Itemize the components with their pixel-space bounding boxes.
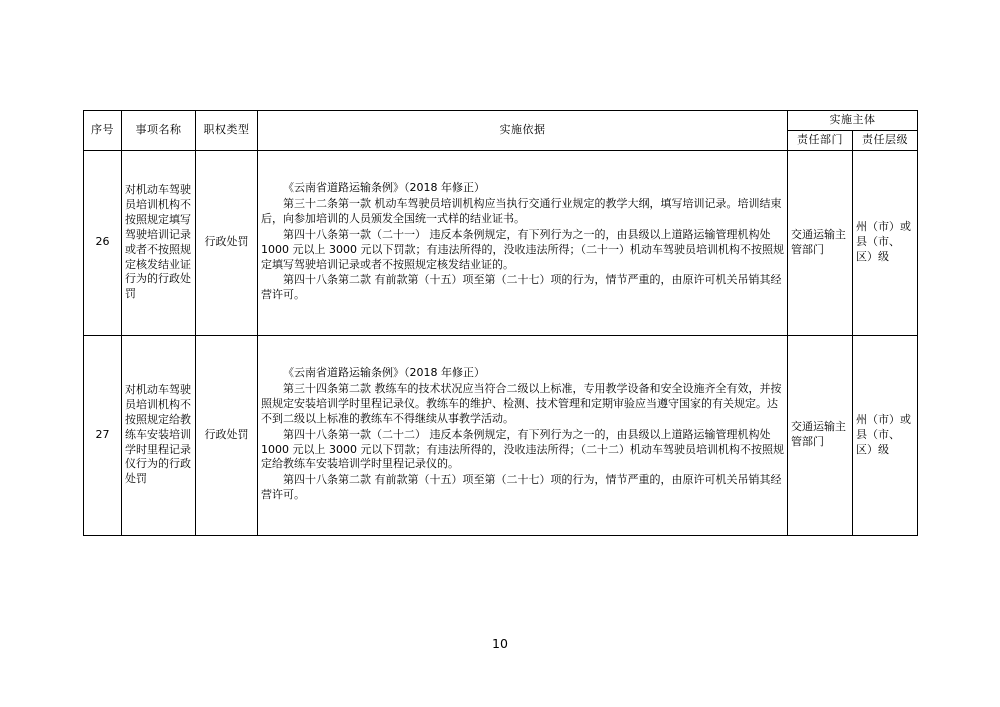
basis-line: 第三十四条第二款 教练车的技术状况应当符合二级以上标准，专用教学设备和安全设施齐全有效，并按照规定安装培训学时里程记录仪。教练车的维护、检测、技术管理和定期审验应当遵守国家的有关规定。达不到二级以上标准的教练车不得继续从事教学活动。: [261, 382, 782, 425]
basis-line: 第四十八条第二款 有前款第（十五）项至第（二十七）项的行为，情节严重的，由原许可机关吊销其经营许可。: [261, 473, 782, 502]
table-row: [84, 150, 918, 335]
basis-line: 《云南省道路运输条例》（2018 年修正）: [283, 366, 485, 380]
row-legal-basis: [258, 335, 788, 535]
basis-line: 《云南省道路运输条例》（2018 年修正）: [283, 181, 485, 195]
header-authority-type: 职权类型: [196, 111, 258, 151]
header-item-name: 事项名称: [122, 111, 196, 151]
row-authority-type: 行政处罚: [196, 150, 258, 335]
row-item-name: 对机动车驾驶员培训机构不按照规定填写驾驶培训记录或者不按照规定核发结业证行为的行政处罚: [122, 150, 196, 335]
header-responsible-level: 责任层级: [853, 130, 918, 150]
header-responsible-department: 责任部门: [788, 130, 853, 150]
row-seq: 27: [84, 335, 122, 535]
page-number: 10: [492, 636, 508, 651]
row-responsible-department: 交通运输主管部门: [788, 150, 853, 335]
row-responsible-level: 州（市）或县（市、区）级: [853, 150, 918, 335]
row-responsible-level: 州（市）或县（市、区）级: [853, 335, 918, 535]
basis-line: 第四十八条第一款（二十二） 违反本条例规定，有下列行为之一的，由县级以上道路运输管理机构处 1000 元以上 3000 元以下罚款；有违法所得的，没收违法所得；（二十二）机动车驾驶员培训机构不按照规定给教练车安装培训学时里程记录仪的。: [261, 427, 784, 471]
authority-items-table: [83, 110, 918, 536]
header-seq: 序号: [84, 111, 122, 151]
basis-line: 第四十八条第一款（二十一） 违反本条例规定，有下列行为之一的，由县级以上道路运输管理机构处 1000 元以上 3000 元以下罚款；有违法所得的，没收违法所得；（二十一）机动车驾驶员培训机构不按照规定填写驾驶培训记录或者不按照规定核发结业证的。: [261, 227, 784, 271]
row-authority-type: 行政处罚: [196, 335, 258, 535]
basis-line: 第四十八条第二款 有前款第（十五）项至第（二十七）项的行为，情节严重的，由原许可机关吊销其经营许可。: [261, 273, 782, 302]
row-responsible-department: 交通运输主管部门: [788, 335, 853, 535]
table-header-row-1: [84, 111, 918, 131]
row-legal-basis: [258, 150, 788, 335]
row-seq: 26: [84, 150, 122, 335]
header-implementing-subject: 实施主体: [788, 111, 918, 131]
basis-line: 第三十二条第一款 机动车驾驶员培训机构应当执行交通行业规定的教学大纲，填写培训记录。培训结束后，向参加培训的人员颁发全国统一式样的结业证书。: [261, 197, 782, 225]
table-row: [84, 335, 918, 535]
header-legal-basis: 实施依据: [258, 111, 788, 151]
row-item-name: 对机动车驾驶员培训机构不按照规定给教练车安装培训学时里程记录仪行为的行政处罚: [122, 335, 196, 535]
